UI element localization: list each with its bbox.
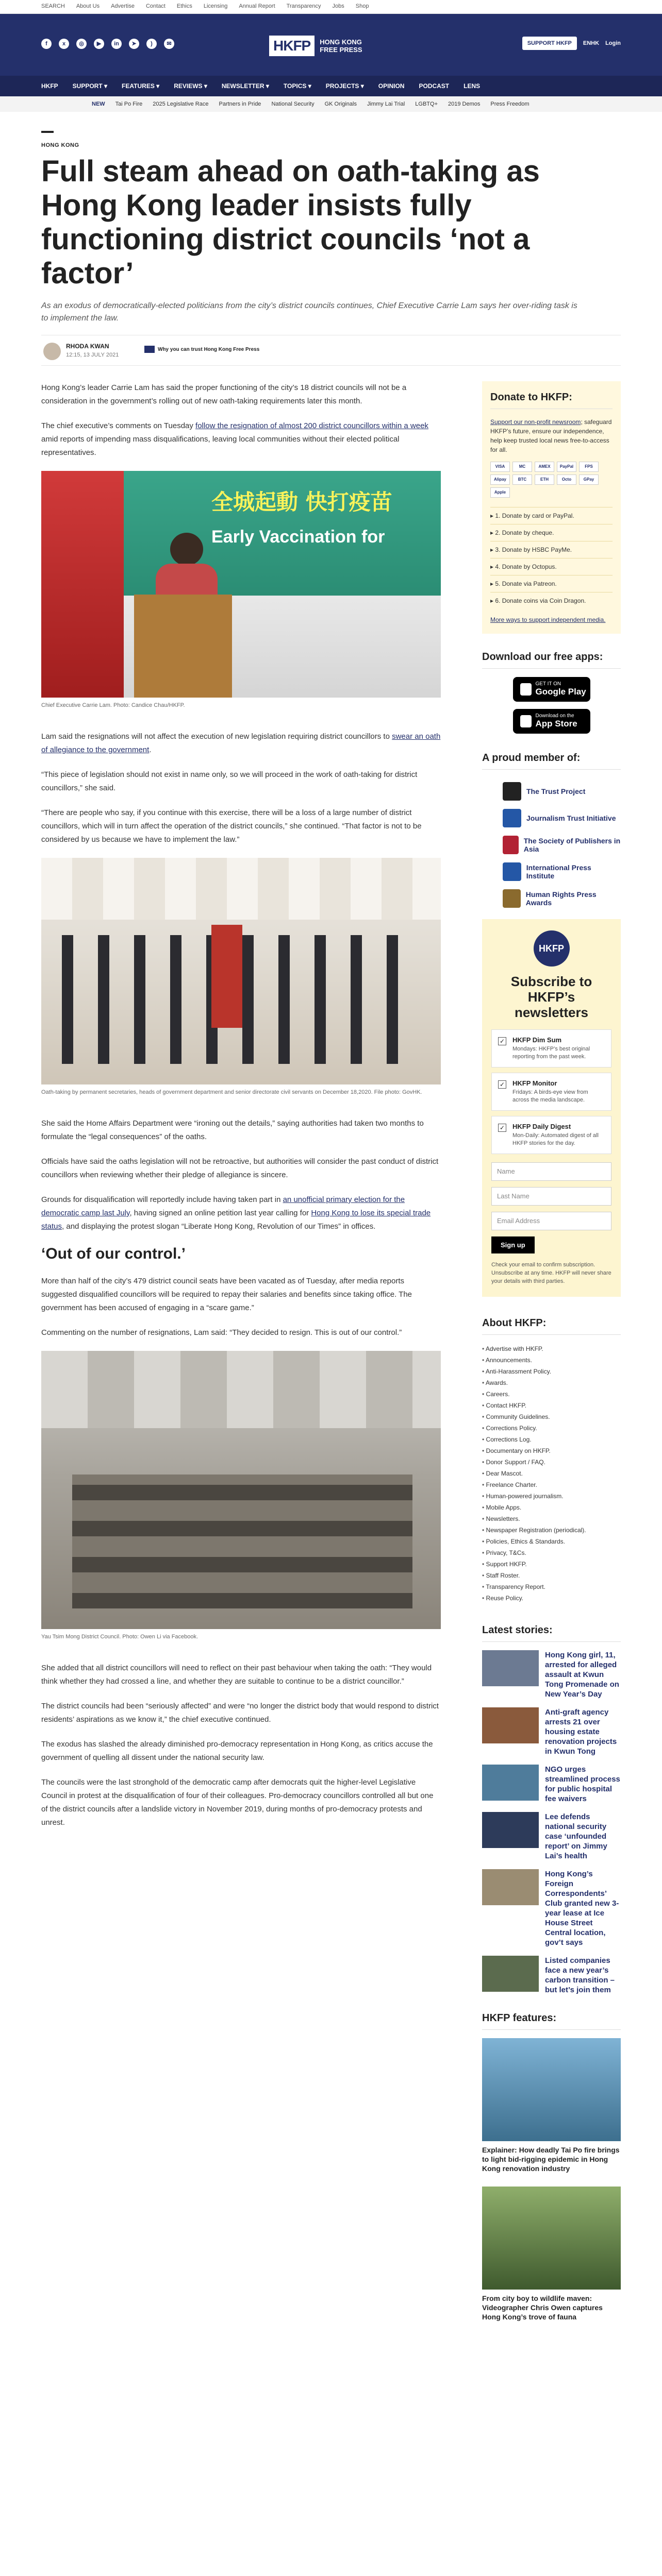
utility-link[interactable]: Ethics — [176, 3, 192, 9]
text: , having signed an online petition last year calling for — [129, 1209, 311, 1217]
latest-section — [482, 1624, 621, 1995]
about-link[interactable]: • Contact HKFP. — [482, 1400, 621, 1411]
story-title[interactable]: Listed companies face a new year’s carbon transition – but let’s join them — [545, 1956, 615, 1994]
about-list — [482, 1343, 621, 1604]
newsletter-badge: HKFP — [534, 930, 570, 967]
trending-link[interactable]: Jimmy Lai Trial — [367, 101, 405, 107]
utility-bar — [0, 0, 662, 14]
text: , and displaying the protest slogan “Liberate Hong Kong, Revolution of our Times” in offices. — [62, 1222, 376, 1231]
story-thumbnail[interactable] — [482, 1707, 539, 1743]
text: amid reports of impending mass disqualifications, leaving local communities without their elected political representatives. — [41, 435, 400, 457]
nav-item[interactable]: HKFP — [41, 82, 58, 90]
payment-icon: FPS — [579, 462, 599, 472]
paragraph: “There are people who say, if you continue with this exercise, there will be a loss of a large number of district councillors, which will in turn affect the operation of the district councils,” she continued. “That factor is not to be considered by us because we have to implement the law.” — [41, 808, 422, 844]
paragraph: Hong Kong’s leader Carrie Lam has said the proper functioning of the city’s 18 district councils will not be a consideration in the government’s rolling out of new oath-taking requirements later this month. — [41, 383, 407, 405]
main-nav — [0, 76, 662, 96]
nav-item[interactable]: SUPPORT ▾ — [72, 82, 108, 90]
newsletter-option[interactable] — [491, 1116, 611, 1154]
logo-mark: HKFP — [269, 36, 315, 56]
about-link[interactable]: • Dear Mascot. — [482, 1468, 621, 1479]
paragraph: More than half of the city’s 479 district council seats have been vacated as of Tuesday, after media reports suggested disqualified councillors will be required to repay their salaries and benefits since taking office. The government has been accused of engaging in a “scare game.” — [41, 1277, 412, 1312]
council-seats — [72, 1475, 412, 1608]
text: . — [149, 745, 152, 754]
story-title[interactable]: Hong Kong girl, 11, arrested for alleged assault at Kwun Tong Promenade on New Year’s Day — [545, 1651, 619, 1699]
payment-icon: PayPal — [557, 462, 576, 472]
photo-caption: Yau Tsim Mong District Council. Photo: Owen Li via Facebook. — [41, 1634, 198, 1640]
publish-date: 12:15, 13 JULY 2021 — [66, 352, 119, 358]
features-list — [482, 2038, 621, 2321]
paragraph: The exodus has slashed the already diminished pro-democracy representation in Hong Kong, as critics accuse the government of quelling all dissent under the national security law. — [41, 1740, 433, 1762]
header-actions — [522, 37, 621, 50]
features-title: HKFP features: — [482, 2012, 621, 2030]
signup-button[interactable]: Sign up — [491, 1236, 535, 1253]
social-icons — [41, 39, 174, 49]
figure — [41, 858, 441, 1096]
last-name-field[interactable]: Last Name — [491, 1187, 611, 1206]
nav-item[interactable]: TOPICS ▾ — [283, 82, 311, 90]
search-link[interactable]: SEARCH — [41, 3, 65, 9]
paragraph — [41, 730, 441, 757]
newsletter-name: HKFP Dim Sum — [512, 1036, 562, 1044]
trending-link[interactable]: GK Originals — [324, 101, 357, 107]
nav-item[interactable]: PROJECTS ▾ — [325, 82, 364, 90]
store-small-label: Download on the — [535, 713, 574, 719]
utility-link[interactable]: Advertise — [111, 3, 135, 9]
checkbox[interactable]: ✓ — [498, 1037, 506, 1045]
newsletter-note: Check your email to confirm subscription. Unsubscribe at any time. HKFP will never share your details with third parties. — [491, 1262, 611, 1284]
donate-methods — [490, 507, 613, 609]
app-store-button[interactable] — [513, 709, 590, 734]
inline-link[interactable]: an unofficial primary election for the democratic camp last July — [41, 1195, 405, 1217]
newsletter-name: HKFP Daily Digest — [512, 1123, 571, 1130]
utility-link[interactable]: Licensing — [203, 3, 228, 9]
apps-section — [482, 651, 621, 734]
story-title[interactable]: Lee defends national security case ‘unfounded report’ on Jimmy Lai’s health — [545, 1812, 607, 1860]
inline-link[interactable]: Hong Kong to lose its special trade status — [41, 1209, 431, 1231]
feature-image[interactable] — [482, 2038, 621, 2141]
main-nav-items — [41, 82, 480, 90]
donate-method[interactable]: ▸ 1. Donate by card or PayPal. — [490, 507, 613, 524]
login-link[interactable]: Login — [605, 40, 621, 46]
banner-text-en: Early Vaccination for — [211, 527, 385, 547]
paragraph: Officials have said the oaths legislation will not be retroactive, but authorities will consider the past conduct of district councillors when reviewing whether their pledge of allegiance is sincere. — [41, 1157, 439, 1179]
sidebar — [482, 381, 621, 2335]
nav-item[interactable]: NEWSLETTER ▾ — [221, 82, 269, 90]
payment-icon: Apple — [490, 487, 510, 498]
google-play-icon — [520, 683, 532, 696]
about-section — [482, 1317, 621, 1604]
payment-icon: Octo — [557, 474, 576, 485]
council-ceiling — [41, 1351, 441, 1428]
donate-title: Donate to HKFP: — [490, 392, 613, 409]
podium — [134, 595, 232, 698]
latest-story[interactable] — [482, 1956, 621, 1995]
feature-title[interactable]: From city boy to wildlife maven: Videographer Chris Owen captures Hong Kong’s trove of fauna — [482, 2294, 603, 2321]
about-title: About HKFP: — [482, 1317, 621, 1335]
rss-icon[interactable]: ) — [146, 39, 157, 49]
trending-link[interactable]: LGBTQ+ — [415, 101, 438, 107]
member-name: The Trust Project — [526, 787, 586, 795]
article-subtitle: As an exodus of democratically-elected politicians from the city’s district councils continues, Chief Executive Carrie Lam says her over-riding task is to implement the law. — [41, 301, 577, 323]
newsletter-desc: Fridays: A birds-eye view from across the media landscape. — [512, 1089, 588, 1103]
newsletter-form — [491, 1162, 611, 1285]
text: The chief executive’s comments on Tuesday — [41, 421, 196, 430]
payment-icon: AMEX — [535, 462, 554, 472]
member-logo[interactable] — [482, 885, 621, 912]
member-name: Journalism Trust Initiative — [526, 814, 616, 822]
donate-method[interactable]: ▸ 3. Donate by HSBC PayMe. — [490, 541, 613, 558]
paragraph — [41, 1193, 441, 1233]
about-link[interactable]: • Reuse Policy. — [482, 1592, 621, 1604]
category-label[interactable]: HONG KONG — [41, 142, 79, 148]
story-thumbnail[interactable] — [482, 1956, 539, 1992]
article-photo[interactable] — [41, 1351, 441, 1629]
donate-box — [482, 381, 621, 634]
story-thumbnail[interactable] — [482, 1650, 539, 1686]
feature-title[interactable]: Explainer: How deadly Tai Po fire brings to light bid-rigging epidemic in Hong Kong renovation industry — [482, 2146, 620, 2173]
facebook-icon[interactable]: f — [41, 39, 52, 49]
linkedin-icon[interactable]: in — [111, 39, 122, 49]
about-link[interactable]: • Human-powered journalism. — [482, 1490, 621, 1502]
figure — [41, 471, 441, 709]
trust-link-label: Why you can trust Hong Kong Free Press — [158, 346, 260, 352]
nav-item[interactable]: LENS — [464, 82, 481, 90]
payment-icon: VISA — [490, 462, 510, 472]
article-title: Full steam ahead on oath-taking as Hong Kong leader insists fully functioning district councils ‘not a factor’ — [41, 155, 540, 290]
newsletter-option[interactable] — [491, 1029, 611, 1067]
about-link[interactable]: • Support HKFP. — [482, 1558, 621, 1570]
article-body — [41, 381, 441, 1841]
trending-link[interactable]: Press Freedom — [490, 101, 529, 107]
story-thumbnail[interactable] — [482, 1765, 539, 1801]
donate-method[interactable]: ▸ 2. Donate by cheque. — [490, 524, 613, 541]
member-icon — [503, 782, 521, 801]
donate-more — [490, 616, 613, 623]
about-link[interactable]: • Freelance Charter. — [482, 1479, 621, 1490]
newsletter-box — [482, 919, 621, 1297]
about-link[interactable]: • Anti-Harassment Policy. — [482, 1366, 621, 1377]
apple-icon — [520, 715, 532, 727]
about-link[interactable]: • Transparency Report. — [482, 1581, 621, 1592]
hall-wall — [41, 858, 441, 920]
instagram-icon[interactable]: ◎ — [76, 39, 87, 49]
story-title[interactable]: Hong Kong’s Foreign Correspondents’ Club granted new 3-year lease at Ice House Street Central location, gov’t says — [545, 1870, 619, 1947]
paragraph: Commenting on the number of resignations, Lam said: “They decided to resign. This is out of our control.” — [41, 1328, 402, 1337]
apps-title: Download our free apps: — [482, 651, 621, 669]
trust-project-icon — [144, 346, 155, 353]
utility-link[interactable]: Contact — [145, 3, 166, 9]
trending-link[interactable]: 2025 Legislative Race — [153, 101, 209, 107]
donate-body: ; safeguard HKFP’s future, ensure our independence, help keep trusted local news free-to-access for all. — [490, 418, 612, 453]
newsletter-desc: Mon-Daily: Automated digest of all HKFP stories for the day. — [512, 1132, 599, 1146]
about-link[interactable]: • Donor Support / FAQ. — [482, 1456, 621, 1468]
crowd-rows — [62, 935, 423, 1064]
nav-item[interactable]: OPINION — [378, 82, 405, 90]
story-thumbnail[interactable] — [482, 1812, 539, 1848]
payment-icons — [490, 462, 613, 498]
google-play-button[interactable] — [513, 677, 590, 702]
paragraph: The district councils had been “seriously affected” and were “no longer the district body that would respond to district residents’ aspirations as we know it,” the chief executive continued. — [41, 1702, 439, 1724]
latest-story[interactable] — [482, 1812, 621, 1861]
member-icon — [503, 836, 519, 854]
text: Lam said the resignations will not affect the execution of new legislation requiring district councillors to — [41, 732, 392, 741]
language-switch[interactable]: ENHK — [583, 40, 600, 46]
about-link[interactable]: • Corrections Log. — [482, 1434, 621, 1445]
about-link[interactable]: • Advertise with HKFP. — [482, 1343, 621, 1354]
member-title: A proud member of: — [482, 752, 621, 770]
donate-link[interactable]: Support our non-profit newsroom — [490, 418, 581, 426]
article-photo[interactable] — [41, 858, 441, 1084]
logo-line-2: FREE PRESS — [320, 46, 362, 54]
member-icon — [503, 889, 521, 908]
store-label: App Store — [535, 719, 577, 728]
utility-link[interactable]: Shop — [355, 3, 369, 9]
newsletter-title: Subscribe to HKFP’s newsletters — [510, 974, 592, 1020]
about-link[interactable]: • Staff Roster. — [482, 1570, 621, 1581]
latest-story[interactable] — [482, 1869, 621, 1947]
member-icon — [503, 809, 521, 827]
support-hkfp-button[interactable]: SUPPORT HKFP — [522, 37, 577, 50]
nav-item[interactable]: FEATURES ▾ — [122, 82, 160, 90]
trending-link[interactable]: Partners in Pride — [219, 101, 261, 107]
telegram-icon[interactable]: ➤ — [129, 39, 139, 49]
youtube-icon[interactable]: ▶ — [94, 39, 104, 49]
speaker-head — [170, 533, 203, 566]
trending-link[interactable]: National Security — [271, 101, 315, 107]
about-link[interactable]: • Policies, Ethics & Standards. — [482, 1536, 621, 1547]
text: Grounds for disqualification will reportedly include having taken part in — [41, 1195, 283, 1204]
trending-bar — [0, 96, 662, 112]
newsletter-options — [491, 1029, 611, 1154]
member-icon — [503, 862, 521, 881]
paragraph: She said the Home Affairs Department were “ironing out the details,” saying authorities had taken two months to formulate the “legal consequences” of the oaths. — [41, 1119, 424, 1141]
trending-links — [115, 101, 529, 107]
donate-more-link[interactable]: More ways to support independent media. — [490, 616, 606, 623]
story-title[interactable]: NGO urges streamlined process for public hospital fee waivers — [545, 1765, 620, 1803]
newsletter-name: HKFP Monitor — [512, 1079, 557, 1087]
member-name: Human Rights Press Awards — [525, 890, 597, 907]
feature-card[interactable] — [482, 2038, 621, 2173]
paragraph: The councils were the last stronghold of the democratic camp after democrats quit the higher-level Legislative Council in protest at the disqualification of four of their colleagues. Pro-democracy councillors controlled all but one of the district councils after a landslide victory in November 2019, during months of pro-democracy protests and unrest. — [41, 1778, 434, 1827]
member-logo[interactable] — [482, 778, 621, 805]
member-name: International Press Institute — [526, 863, 591, 880]
utility-link[interactable]: Transparency — [286, 3, 321, 9]
utility-link[interactable]: Annual Report — [239, 3, 275, 9]
about-link[interactable]: • Documentary on HKFP. — [482, 1445, 621, 1456]
checkbox[interactable]: ✓ — [498, 1124, 506, 1132]
trust-link[interactable] — [144, 346, 259, 353]
payment-icon: ETH — [535, 474, 554, 485]
paragraph: She added that all district councillors will need to reflect on their past behaviour when taking the oath: “They would think whether they had crossed a line, and whether they are suitable to continue to be a district councillor.” — [41, 1664, 432, 1686]
about-link[interactable]: • Newsletters. — [482, 1513, 621, 1524]
latest-title: Latest stories: — [482, 1624, 621, 1642]
latest-story[interactable] — [482, 1650, 621, 1699]
twitter-icon[interactable]: x — [59, 39, 69, 49]
store-label: Google Play — [535, 687, 586, 697]
donate-text — [490, 417, 613, 454]
trending-items — [92, 101, 529, 107]
checkbox[interactable]: ✓ — [498, 1080, 506, 1089]
site-logo[interactable] — [269, 31, 393, 61]
newsletter-desc: Mondays: HKFP’s best original reporting from the past week. — [512, 1046, 590, 1060]
figure — [41, 1351, 441, 1641]
member-section — [482, 752, 621, 912]
feature-card[interactable] — [482, 2187, 621, 2321]
inline-link[interactable]: follow the resignation of almost 200 district councillors within a week — [195, 421, 428, 430]
member-logo[interactable] — [482, 805, 621, 832]
payment-icon: GPay — [579, 474, 599, 485]
logo-line-1: HONG KONG — [320, 38, 362, 46]
about-link[interactable]: • Mobile Apps. — [482, 1502, 621, 1513]
member-name: The Society of Publishers in Asia — [523, 837, 621, 853]
story-title[interactable]: Anti-graft agency arrests 21 over housing estate renovation projects in Kwun Tong — [545, 1708, 617, 1756]
utility-links — [41, 3, 369, 9]
about-link[interactable]: • Careers. — [482, 1388, 621, 1400]
donate-method[interactable]: ▸ 5. Donate via Patreon. — [490, 575, 613, 592]
nav-item[interactable]: PODCAST — [419, 82, 450, 90]
site-header — [0, 14, 662, 76]
section-heading: ‘Out of our control.’ — [41, 1245, 186, 1262]
feature-image[interactable] — [482, 2187, 621, 2290]
banner-text: 全城起動 快打疫苗 — [211, 489, 392, 515]
logo-text — [320, 38, 362, 54]
newsletter-option[interactable] — [491, 1073, 611, 1111]
paragraph — [41, 419, 441, 460]
member-logo[interactable] — [482, 858, 621, 885]
first-name-field[interactable]: Name — [491, 1162, 611, 1181]
author-name[interactable]: RHODA KWAN — [66, 343, 109, 350]
latest-story[interactable] — [482, 1707, 621, 1756]
about-link[interactable]: • Newspaper Registration (periodical). — [482, 1524, 621, 1536]
nav-item[interactable]: REVIEWS ▾ — [174, 82, 207, 90]
member-list — [482, 778, 621, 912]
utility-link[interactable]: Jobs — [332, 3, 344, 9]
payment-icon: MC — [512, 462, 532, 472]
byline — [41, 335, 621, 366]
utility-link[interactable]: About Us — [76, 3, 100, 9]
about-link[interactable]: • Privacy, T&Cs. — [482, 1547, 621, 1558]
standing-figure — [211, 925, 242, 1028]
about-link[interactable]: • Awards. — [482, 1377, 621, 1388]
photo-caption: Oath-taking by permanent secretaries, heads of government department and senior directorate civil servants on December 18,2020. File photo: GovHK. — [41, 1089, 422, 1095]
features-section — [482, 2012, 621, 2321]
donate-method[interactable]: ▸ 6. Donate coins via Coin Dragon. — [490, 592, 613, 609]
banner-left — [41, 471, 124, 698]
donate-method[interactable]: ▸ 4. Donate by Octopus. — [490, 558, 613, 575]
payment-icon: Alipay — [490, 474, 510, 485]
latest-story[interactable] — [482, 1765, 621, 1804]
payment-icon: BTC — [512, 474, 532, 485]
paragraph: “This piece of legislation should not exist in name only, so we will proceed in the work of oath-taking for district councillors,” she said. — [41, 770, 418, 792]
category-rule — [41, 131, 54, 133]
story-thumbnail[interactable] — [482, 1869, 539, 1905]
about-link[interactable]: • Community Guidelines. — [482, 1411, 621, 1422]
trending-link[interactable]: 2019 Demos — [448, 101, 481, 107]
about-link[interactable]: • Corrections Policy. — [482, 1422, 621, 1434]
author-avatar — [43, 343, 61, 360]
email-field[interactable]: Email Address — [491, 1212, 611, 1230]
member-logo[interactable] — [482, 832, 621, 858]
email-icon[interactable]: ✉ — [164, 39, 174, 49]
trending-link[interactable]: Tai Po Fire — [115, 101, 143, 107]
store-small-label: GET IT ON — [535, 681, 561, 687]
latest-list — [482, 1650, 621, 1995]
trending-label: NEW — [92, 101, 105, 107]
inline-link[interactable]: swear an oath of allegiance to the government — [41, 732, 441, 754]
photo-caption: Chief Executive Carrie Lam. Photo: Candice Chau/HKFP. — [41, 702, 185, 708]
about-link[interactable]: • Announcements. — [482, 1354, 621, 1366]
article-photo[interactable] — [41, 471, 441, 698]
